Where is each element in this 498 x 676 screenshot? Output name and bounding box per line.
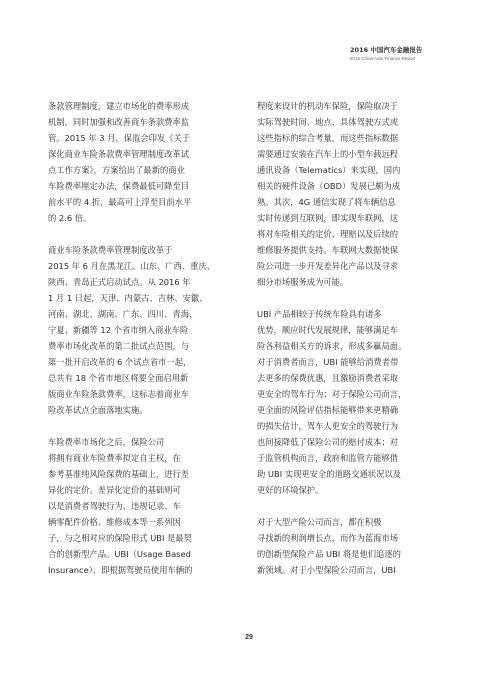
right-column bbox=[257, 98, 450, 578]
page-number: 29 bbox=[245, 634, 253, 641]
paragraph: 对于大型产险公司而言，都在积极 寻找新的利润增长点，而作为蓝海市场 的创新型保险产品 UBI 将是他们追逐的 新领域。对于小型保险公司而言，UBI bbox=[257, 517, 401, 575]
paragraph: 商业车险条款费率管理制度改革于 2015 年 6 月在黑龙江、山东、广西、重庆、 陕西、青岛正式启动试点。从 2016 年 1 月 1 日起，天津、内蒙古、吉林、安徽、 河南、湖北、湖南、广东、四川、青海、 宁夏、新疆等 12 个省市纳入商业车险 费率市场化改革的第二批试点范围，与 第一批开启改革的 6 个试点省市一起， 总共有 18 个省市地区将要全面启用新 版商业车险条款费率，这标志着商业车 险改革试点全面落地实施。 bbox=[48, 245, 216, 415]
page-footer bbox=[0, 624, 498, 643]
left-column bbox=[48, 98, 241, 578]
paragraph: UBI 产品相较于传统车险具有诸多 优势，顺应时代发展规律，能够满足车 险各利益相关方的诉求，形成多赢局面。 对于消费者而言，UBI 能够给消费者带 去更多的保费优惠，且激励消费者采取 更安全的驾车行为；对于保险公司而言， 更全面的风险评估指标能够带来更精确 的损失估计，驾车人更安全的驾驶行为 也间接降低了保险公司的赔付成本；对 于监管机构而言，政府和监管方能够借 助 UBI 实现更安全的道路交通状况以及 更好的环境保护。 bbox=[257, 309, 407, 495]
report-subtitle: 2016 China Auto Finance Report bbox=[350, 56, 416, 61]
paragraph: 条款管理制度，建立市场化的费率形成 机制，同时加强和改善商车条款费率监 管。2015 年 3 月，保监会印发《关于 深化商业车险条款费率管理制度改革试 点工作方案》，方案给出了最新的商业 车险费率厘定办法，保费最低可降至目 前水平的 4 折，最高可上浮至目前水平 的 2.6 倍。 bbox=[48, 101, 192, 223]
running-header bbox=[350, 46, 470, 62]
report-title: 2016 中国汽车金融报告 bbox=[350, 46, 423, 54]
paragraph: 程度来设计的机动车保险，保险取决于 实际驾驶时间、地点、具体驾驶方式或 这些指标的综合考量，而这些指标数据 需要通过安装在汽车上的小型车载远程 通讯设备（Telematics）来实现，国内 相关的硬件设备（OBD）发展已颇为成 熟。其次，4G 通信实现了将车辆信息 实时传递到互联网，即实现车联网，这 将对车险相关的定价、理赔以及后续的 维修服务提供支持。车联网大数据使保 险公司进一步开发差异化产品以及寻求 细分市场服务成为可能。 bbox=[257, 101, 401, 287]
paragraph: 车险费率市场化之后，保险公司 将拥有商业车险费率拟定自主权，在 参考基准纯风险保费的基础上，进行差 异化的定价。差异化定价的基础则可 以是消费者驾驶行为、违规记录、车 辆零配件价格、维修成本等一系列因 子，与之相对应的保险形式 UBI 是最契 合的创新型产品。UBI（Usage Based Insurance），即根据驾驶员使用车辆的 bbox=[48, 437, 193, 575]
